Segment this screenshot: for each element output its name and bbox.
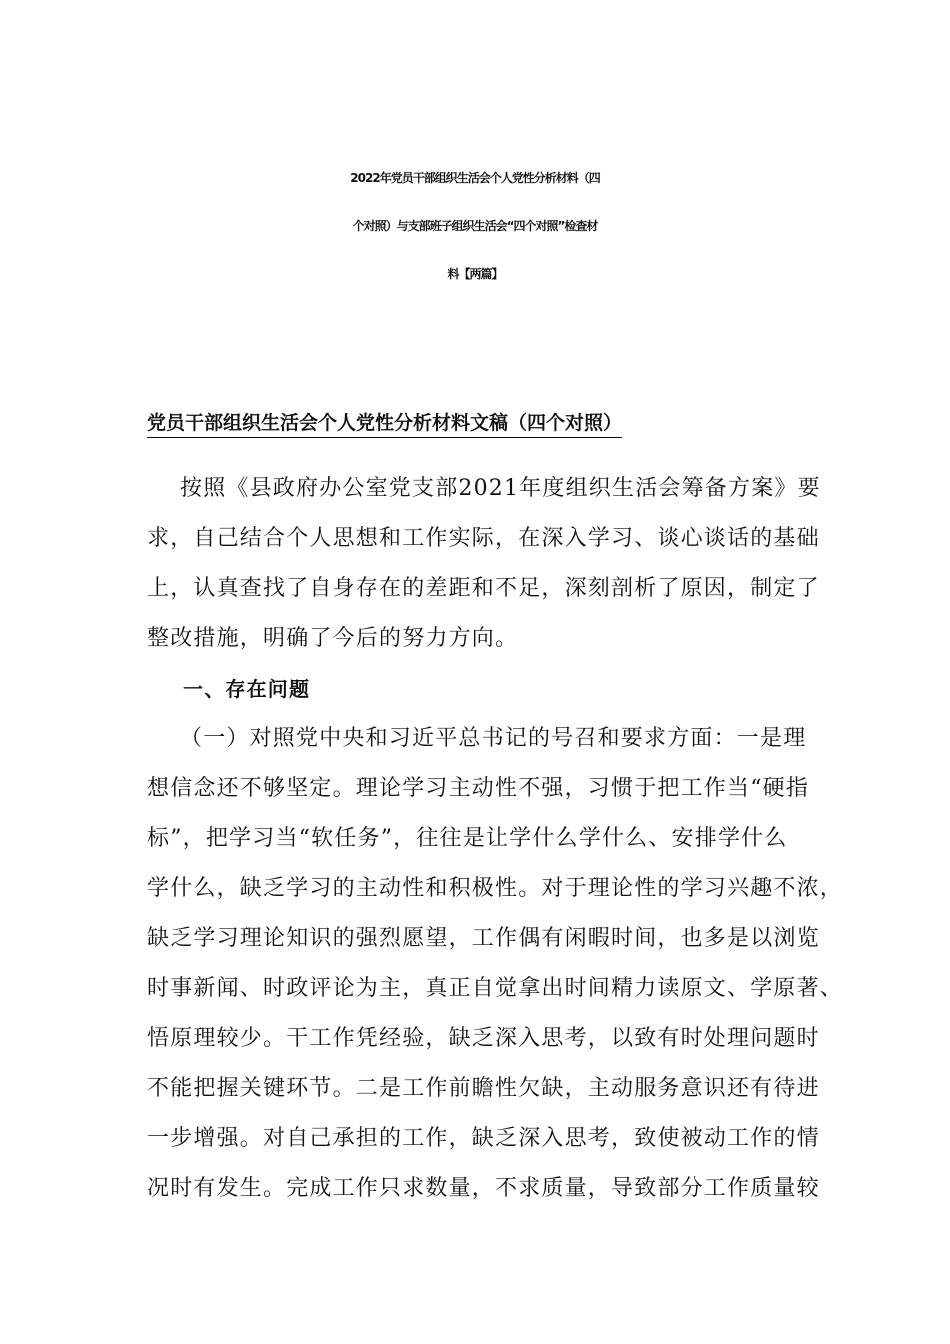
body-line-5: 缺乏学习理论知识的强烈愿望，工作偶有闲暇时间，也多是以浏览	[147, 926, 820, 951]
body-line-4: 学什么，缺乏学习的主动性和积极性。对于理论性的学习兴趣不浓，	[147, 876, 844, 901]
body-line-9: 一步增强。对自己承担的工作，缺乏深入思考，致使被动工作的情	[147, 1126, 820, 1151]
document-title-line-1: 2022年党员干部组织生活会个人党性分析材料（四	[350, 171, 600, 185]
body-line-10: 况时有发生。完成工作只求数量，不求质量，导致部分工作质量较	[147, 1176, 820, 1201]
document-title-line-3: 料【两篇】	[447, 267, 503, 281]
body-line-6: 时事新闻、时政评论为主，真正自觉拿出时间精力读原文、学原著、	[147, 976, 844, 1001]
body-line-3: 标”，把学习当“软任务”，往往是让学什么学什么、安排学什么	[147, 826, 788, 851]
intro-line-3: 上，认真查找了自身存在的差距和不足，深刻剖析了原因，制定了	[147, 576, 820, 601]
body-line-8: 不能把握关键环节。二是工作前瞻性欠缺，主动服务意识还有待进	[147, 1076, 820, 1101]
intro-line-2: 求，自己结合个人思想和工作实际，在深入学习、谈心谈话的基础	[147, 526, 820, 551]
section-heading: 一、存在问题	[183, 677, 311, 701]
body-line-7: 悟原理较少。干工作凭经验，缺乏深入思考，以致有时处理问题时	[147, 1026, 820, 1051]
intro-line-1: 按照《县政府办公室党支部2021年度组织生活会筹备方案》要	[180, 476, 821, 501]
body-line-1: （一）对照党中央和习近平总书记的号召和要求方面：一是理	[180, 726, 807, 751]
document-title-line-2: 个对照）与支部班子组织生活会“四个对照”检查材	[352, 219, 598, 233]
body-line-2: 想信念还不够坚定。理论学习主动性不强，习惯于把工作当“硬指	[147, 776, 810, 801]
document-subtitle: 党员干部组织生活会个人党性分析材料文稿（四个对照）	[147, 410, 622, 438]
intro-line-4: 整改措施，明确了今后的努力方向。	[147, 626, 519, 651]
